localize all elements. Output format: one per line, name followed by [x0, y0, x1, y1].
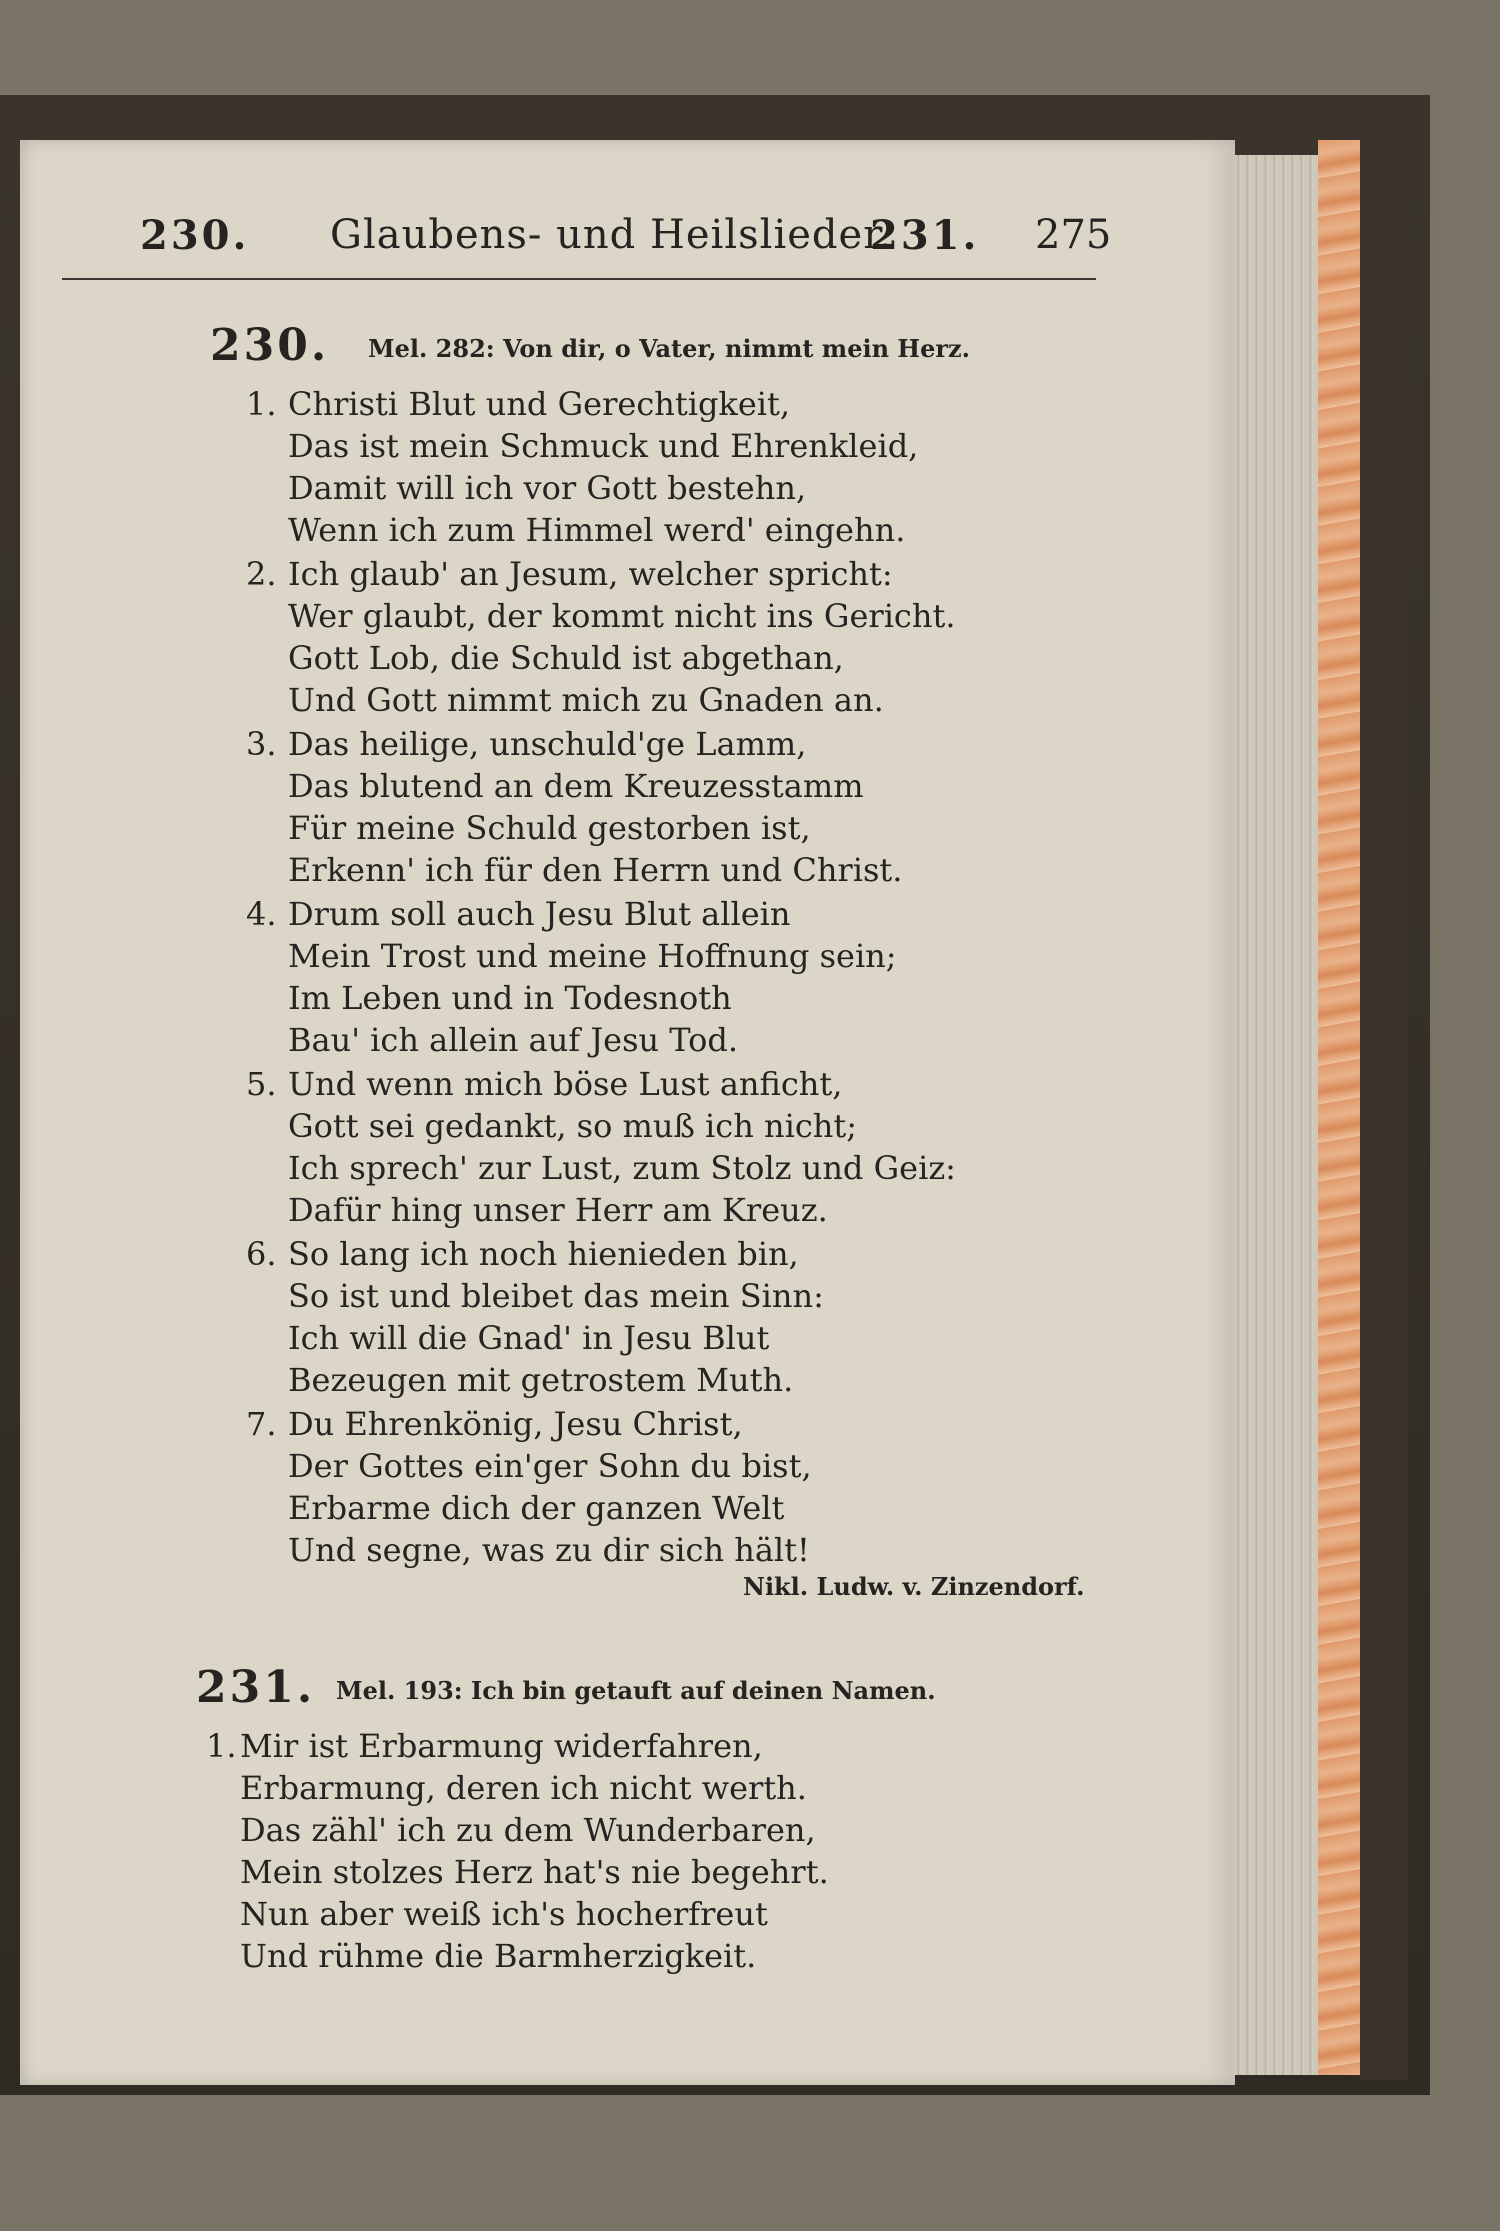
- verse-line: Gott sei gedankt, so muß ich nicht;: [288, 1107, 857, 1145]
- verse-line: Nun aber weiß ich's hocherfreut: [240, 1895, 768, 1933]
- verse-line: Der Gottes ein'ger Sohn du bist,: [288, 1447, 812, 1485]
- verse-line: Damit will ich vor Gott bestehn,: [288, 469, 807, 507]
- verse-line: Wer glaubt, der kommt nicht ins Gericht.: [288, 597, 956, 635]
- running-head-right-number: 231.: [870, 212, 980, 259]
- verse-number: 1.: [206, 1727, 237, 1765]
- header-rule: [62, 278, 1096, 280]
- verse-line: Erkenn' ich für den Herrn und Christ.: [288, 851, 903, 889]
- hymn-230-melody: Mel. 282: Von dir, o Vater, nimmt mein Herz.: [368, 334, 970, 363]
- verse-line: Das heilige, unschuld'ge Lamm,: [288, 725, 807, 763]
- verse-number: 5.: [246, 1065, 277, 1103]
- running-head-title: Glaubens- und Heilslieder.: [330, 212, 893, 258]
- verse-line: Bezeugen mit getrostem Muth.: [288, 1361, 794, 1399]
- verse-line: Wenn ich zum Himmel werd' eingehn.: [288, 511, 906, 549]
- verse-number: 4.: [246, 895, 277, 933]
- verse-line: Und Gott nimmt mich zu Gnaden an.: [288, 681, 884, 719]
- verse-line: Du Ehrenkönig, Jesu Christ,: [288, 1405, 743, 1443]
- verse-number: 3.: [246, 725, 277, 763]
- verse-line: Das ist mein Schmuck und Ehrenkleid,: [288, 427, 919, 465]
- verse-line: Erbarme dich der ganzen Welt: [288, 1489, 785, 1527]
- verse-line: Und segne, was zu dir sich hält!: [288, 1531, 810, 1569]
- verse-line: So lang ich noch hienieden bin,: [288, 1235, 799, 1273]
- verse-number: 1.: [246, 385, 277, 423]
- verse-line: Und rühme die Barmherzigkeit.: [240, 1937, 757, 1975]
- verse-line: Mir ist Erbarmung widerfahren,: [240, 1727, 763, 1765]
- verse-number: 6.: [246, 1235, 277, 1273]
- page-number: 275: [1035, 212, 1112, 258]
- verse-line: Mein Trost und meine Hoffnung sein;: [288, 937, 897, 975]
- hymn-231-melody: Mel. 193: Ich bin getauft auf deinen Namen.: [336, 1676, 936, 1705]
- verse-line: Christi Blut und Gerechtigkeit,: [288, 385, 791, 423]
- hymn-231-number: 231.: [196, 1662, 316, 1713]
- running-head-left-number: 230.: [140, 212, 250, 259]
- verse-line: Das zähl' ich zu dem Wunderbaren,: [240, 1811, 816, 1849]
- verse-line: So ist und bleibet das mein Sinn:: [288, 1277, 824, 1315]
- verse-line: Mein stolzes Herz hat's nie begehrt.: [240, 1853, 829, 1891]
- hymn-230-author: Nikl. Ludw. v. Zinzendorf.: [743, 1572, 1085, 1601]
- verse-line: Dafür hing unser Herr am Kreuz.: [288, 1191, 828, 1229]
- verse-number: 2.: [246, 555, 277, 593]
- verse-line: Erbarmung, deren ich nicht werth.: [240, 1769, 807, 1807]
- verse-line: Ich sprech' zur Lust, zum Stolz und Geiz:: [288, 1149, 956, 1187]
- hymn-230-number: 230.: [210, 320, 330, 371]
- verse-line: Gott Lob, die Schuld ist abgethan,: [288, 639, 844, 677]
- verse-line: Ich glaub' an Jesum, welcher spricht:: [288, 555, 893, 593]
- verse-line: Im Leben und in Todesnoth: [288, 979, 732, 1017]
- verse-line: Drum soll auch Jesu Blut allein: [288, 895, 791, 933]
- verse-line: Und wenn mich böse Lust anficht,: [288, 1065, 843, 1103]
- verse-line: Das blutend an dem Kreuzesstamm: [288, 767, 864, 805]
- verse-line: Für meine Schuld gestorben ist,: [288, 809, 811, 847]
- verse-line: Ich will die Gnad' in Jesu Blut: [288, 1319, 770, 1357]
- verse-number: 7.: [246, 1405, 277, 1443]
- verse-line: Bau' ich allein auf Jesu Tod.: [288, 1021, 739, 1059]
